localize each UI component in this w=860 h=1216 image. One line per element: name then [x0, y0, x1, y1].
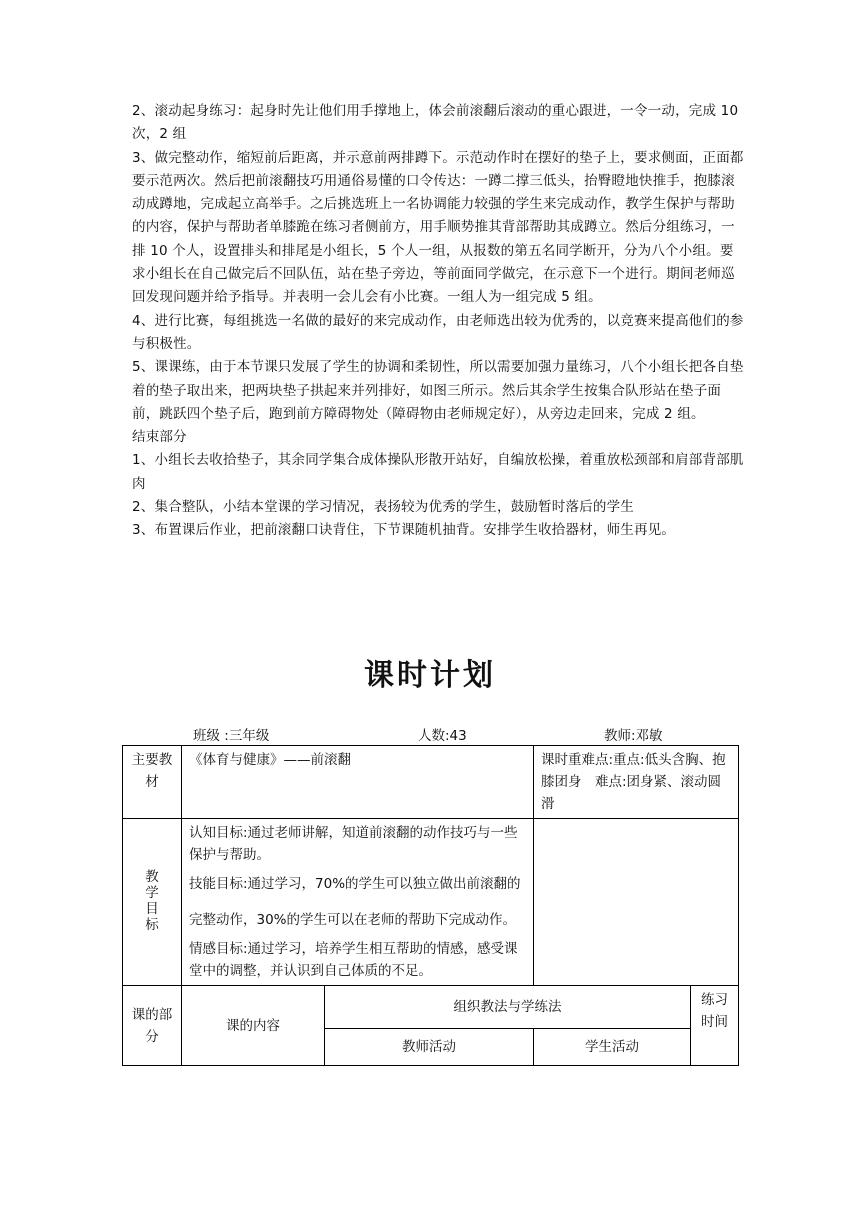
- part-header: 课的部分: [131, 1006, 173, 1045]
- lesson-plan-table: [122, 745, 739, 1066]
- paragraph-step-4: 4、进行比赛，每组挑选一名做的最好的来完成动作，由老师选出较为优秀的，以竞赛来提高他们的参与积极性。: [132, 312, 744, 352]
- student-activity-cell: [534, 1029, 691, 1066]
- material-header-cell: [123, 746, 182, 819]
- teacher-label: 教师:邓敏: [604, 728, 663, 744]
- table-row-header-1: [123, 986, 739, 1029]
- goals-cell: [182, 819, 534, 986]
- material-header: 主要教材: [131, 752, 173, 790]
- content-header: 课的内容: [226, 1017, 280, 1034]
- student-activity-header: 学生活动: [585, 1039, 639, 1055]
- practice-time-header-cell: [691, 986, 739, 1066]
- material-text: 《体育与健康》——前滚翻: [189, 752, 351, 768]
- practice-time-header: 练习时间: [701, 992, 728, 1030]
- goal-skill: 技能目标:通过学习，70%的学生可以独立做出前滚翻的完整动作，30%的学生可以在老师的帮助下完成动作。: [189, 876, 521, 928]
- method-header-cell: [325, 986, 691, 1029]
- table-row-goals: [123, 819, 739, 986]
- goals-empty-cell: [534, 819, 739, 986]
- part-header-cell: [123, 986, 182, 1066]
- material-cell: [182, 746, 534, 819]
- key-points-cell: [534, 746, 739, 819]
- paragraph-ending-3: 3、布置课后作业，把前滚翻口诀背住，下节课随机抽背。安排学生收拾器材，师生再见。: [132, 522, 676, 539]
- paragraph-step-2: 2、滚动起身练习：起身时先让他们用手撑地上，体会前滚翻后滚动的重心跟进，一令一动，完成 10 次，2 组: [132, 103, 739, 143]
- class-label: 班级 :三年级: [193, 728, 270, 744]
- goal-emotion: 情感目标:通过学习，培养学生相互帮助的情感，感受课堂中的调整，并认识到自己体质的不足。: [189, 941, 518, 979]
- table-row-material: [123, 746, 739, 819]
- paragraph-ending-1: 1、小组长去收拾垫子，其余同学集合成体操队形散开站好，自编放松操，着重放松颈部和肩部背部肌肉: [132, 452, 744, 492]
- goals-header: 教学目标: [145, 868, 159, 933]
- paragraph-step-3: 3、做完整动作，缩短前后距离，并示意前两排蹲下。示范动作时在摆好的垫子上，要求侧面，正面都要示范两次。然后把前滚翻技巧用通俗易懂的口令传达：一蹲二撑三低头，抬臀瞪地快推手，抱膝滚动成蹲地，完成起立高举手。之后挑选班上一名协调能力较强的学生来完成动作，教学生保护与帮助的内容，保护与帮助者单膝跪在练习者侧前方，用手顺势推其背部帮助其成蹲立。然后分组练习，一排 10 个人，设置排头和排尾是小组长，5 个人一组，从报数的第五名同学断开，分为八个小组。要求小组长在自己做完后不回队伍，站在垫子旁边，等前面同学做完，在示意下一个进行。期间老师巡回发现问题并给予指导。并表明一会儿会有小比赛。一组人为一组完成 5 组。: [132, 149, 744, 306]
- goal-cognitive: 认知目标:通过老师讲解，知道前滚翻的动作技巧与一些保护与帮助。: [189, 825, 518, 863]
- paragraph-step-5: 5、课课练，由于本节课只发展了学生的协调和柔韧性，所以需要加强力量练习，八个小组长把各自垫着的垫子取出来，把两块垫子拱起来并列排好，如图三所示。然后其余学生按集合队形站在垫子面前，跳跃四个垫子后，跑到前方障碍物处（障碍物由老师规定好），从旁边走回来，完成 2 组。: [132, 359, 744, 422]
- method-header: 组织教法与学练法: [453, 999, 562, 1015]
- teacher-activity-cell: [325, 1029, 534, 1066]
- page-title: 课时计划: [364, 658, 496, 693]
- paragraph-ending-2: 2、集合整队，小结本堂课的学习情况，表扬较为优秀的学生，鼓励暂时落后的学生: [132, 499, 634, 516]
- content-header-cell: [182, 986, 325, 1066]
- key-points-text: 课时重难点:重点:低头含胸、抱膝团身 难点:团身紧、滚动圆滑: [541, 752, 726, 812]
- section-heading-ending: 结束部分: [132, 429, 187, 446]
- student-count-label: 人数:43: [418, 728, 467, 744]
- lesson-body-text: [132, 100, 744, 543]
- goals-header-cell: [123, 819, 182, 986]
- teacher-activity-header: 教师活动: [402, 1039, 456, 1055]
